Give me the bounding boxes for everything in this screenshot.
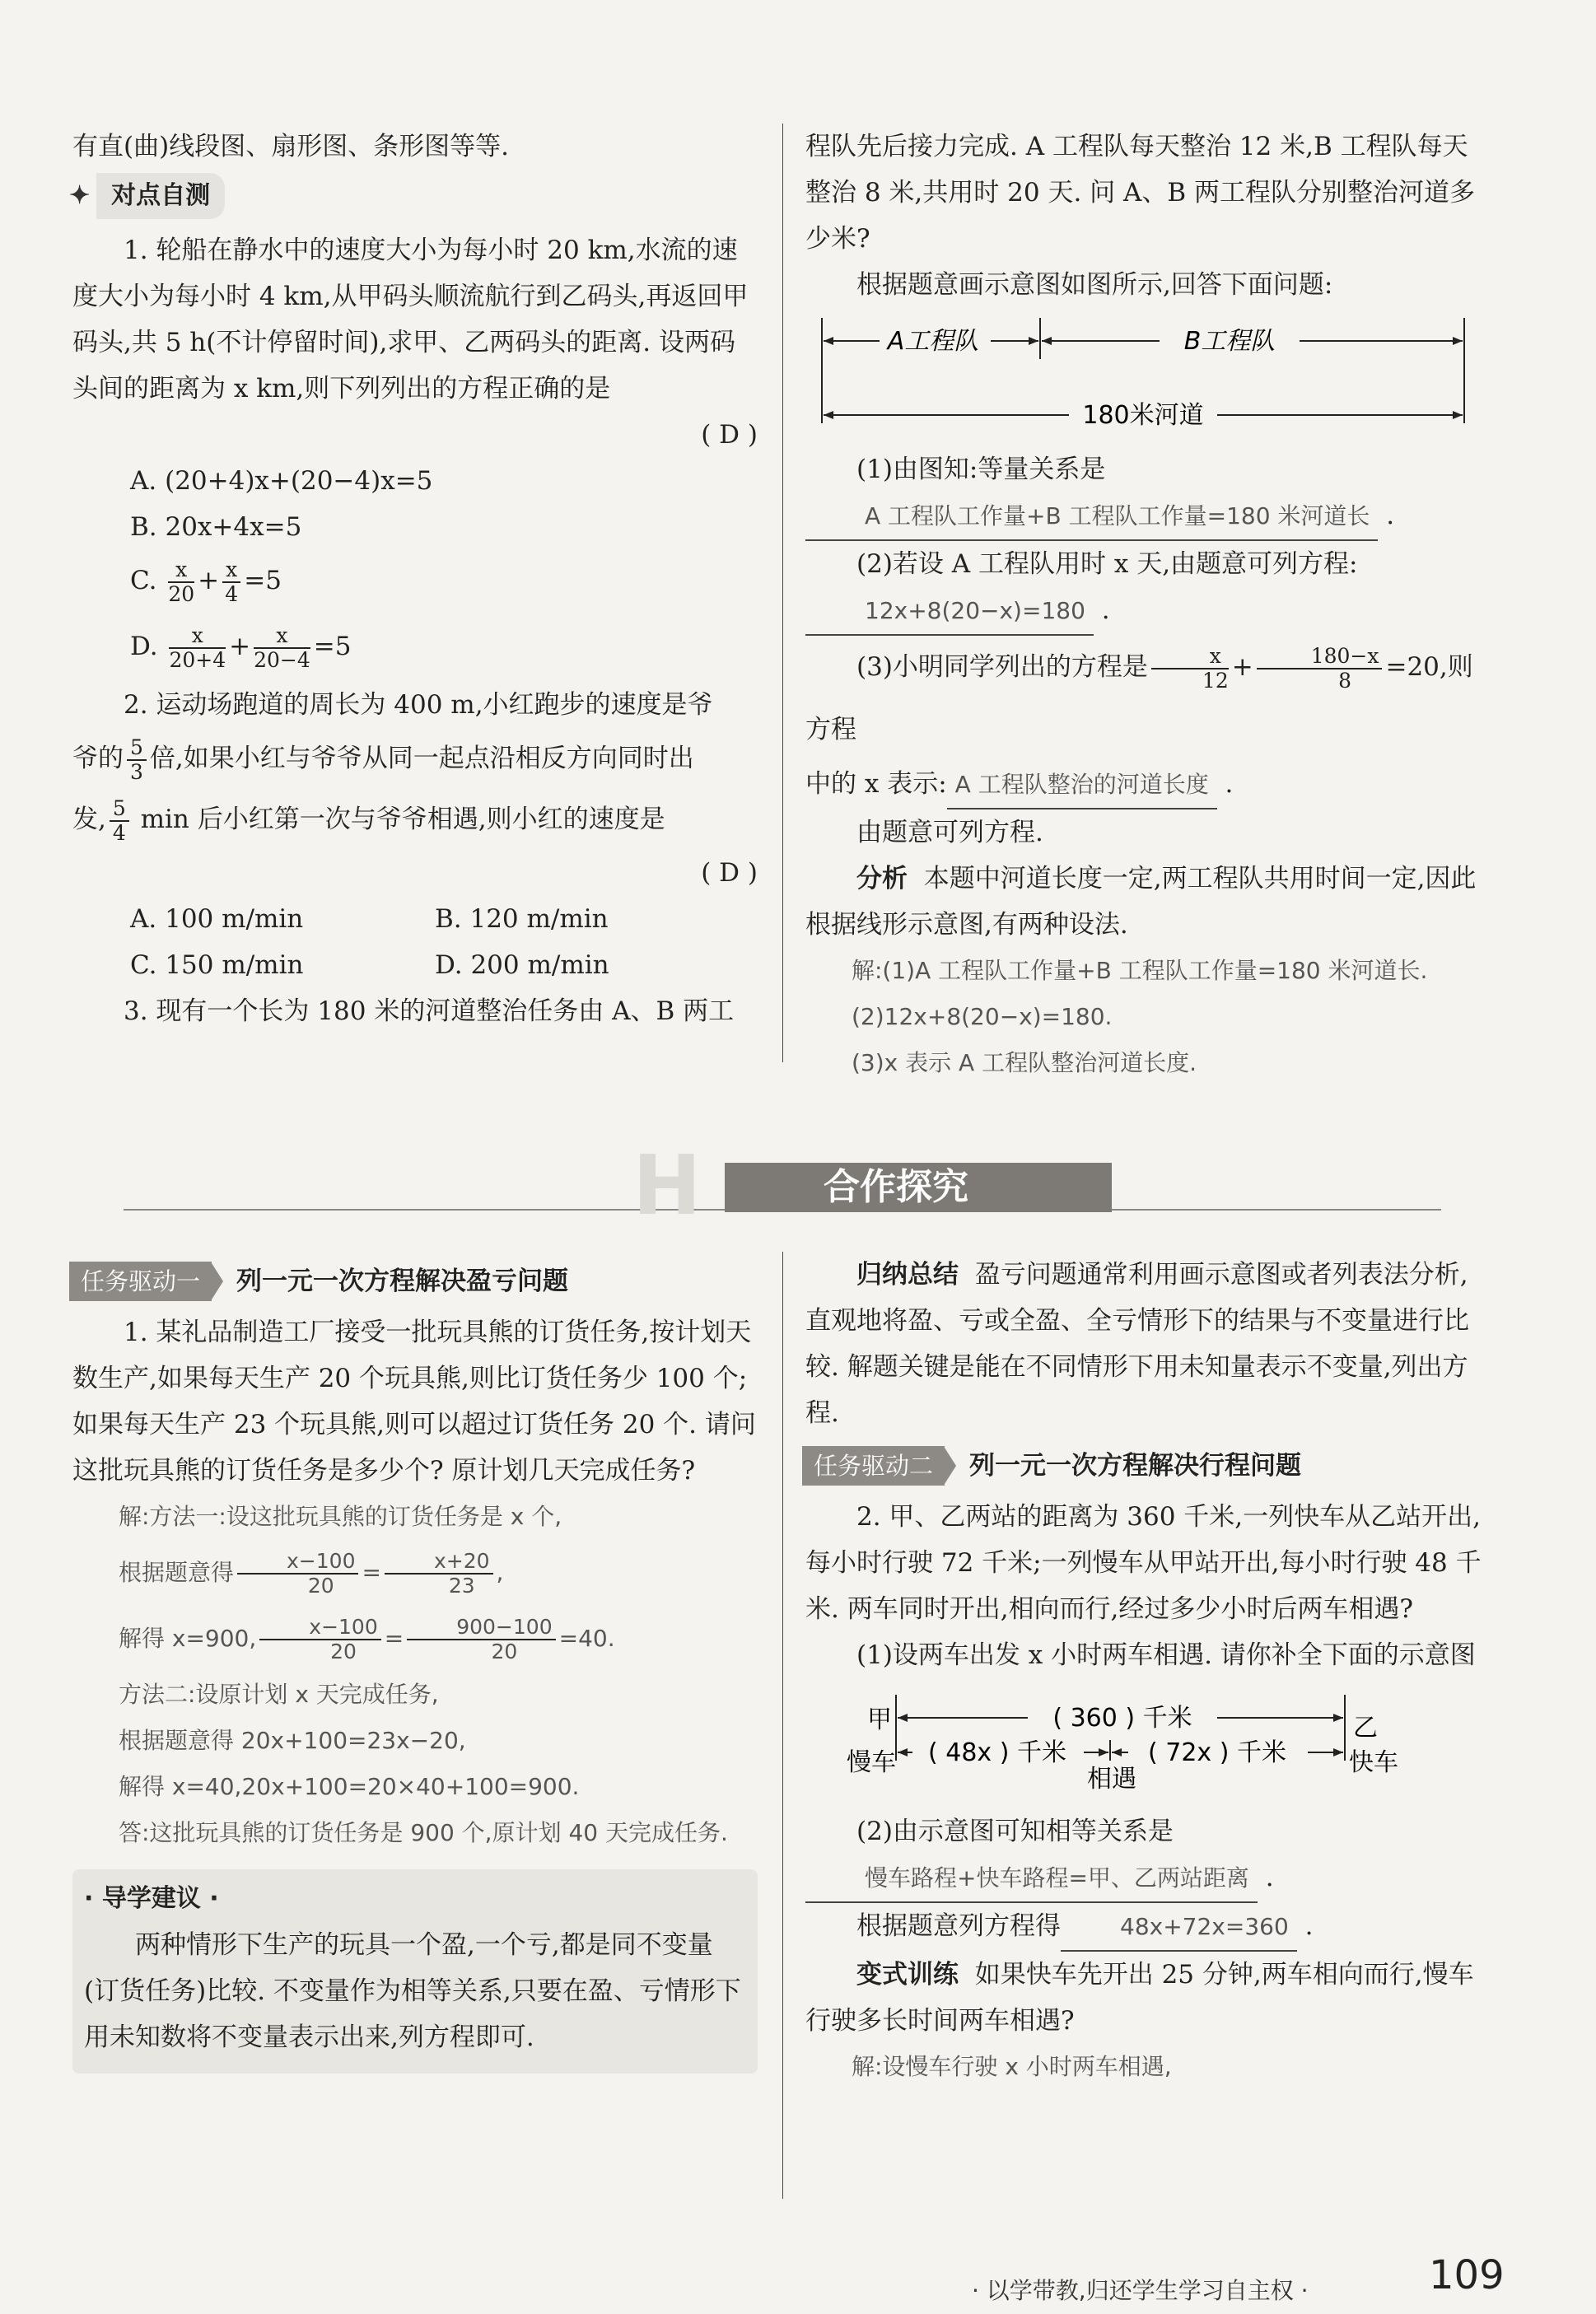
banner-letter: H	[632, 1137, 702, 1234]
task1-title: 列一元一次方程解决盈亏问题	[236, 1267, 569, 1296]
analysis: 分析 本题中河道长度一定,两工程队共用时间一定,因此根据线形示意图,有两种设法.	[805, 864, 1477, 940]
intro-line: 有直(曲)线段图、扇形图、条形图等等.	[72, 132, 510, 161]
top-right-column	[805, 124, 1491, 1086]
p1-solution-2: 根据题意得 $\frac{x-100}{20}$ = $\frac{x+20}{23}$ ,	[119, 1549, 504, 1598]
top-left-column	[69, 124, 758, 1034]
b-team-label: B工程队	[1183, 327, 1276, 356]
banner-title: 合作探究	[725, 1163, 1112, 1212]
p1-solution-6: 解得 x=40,20x+100=20×40+100=900.	[119, 1773, 580, 1800]
river-length-label: 180米河道	[1082, 401, 1204, 430]
q3-part2: (2)若设 A 工程队用时 x 天,由题意可列方程:12x+8(20−x)=180 .	[805, 541, 1491, 636]
river-diagram	[805, 308, 1481, 432]
meeting-diagram	[805, 1678, 1481, 1794]
problem2-part2-answer: 慢车路程+快车路程=甲、乙两站距离	[805, 1855, 1258, 1903]
p1-solution-5: 根据题意得 20x+100=23x−20,	[119, 1727, 466, 1754]
bottom-right-column	[805, 1252, 1491, 2090]
q1-option-a: A. (20+4)x+(20−4)x=5	[130, 466, 433, 496]
p1-solution-3: 解得 x=900, $\frac{x-100}{20}$ = $\frac{900-100}{20}$ =40.	[119, 1615, 615, 1663]
variant-solution: 解:设慢车行驶 x 小时两车相遇,	[852, 2053, 1172, 2080]
variant-label: 变式训练	[856, 1960, 959, 1990]
q2-options-cd: C. 150 m/min D. 200 m/min	[130, 950, 609, 980]
q2-options-ab: A. 100 m/min B. 120 m/min	[130, 904, 609, 934]
p1-solution-7: 答:这批玩具熊的订货任务是 900 个,原计划 40 天完成任务.	[119, 1819, 728, 1846]
q1-option-b: B. 20x+4x=5	[130, 512, 302, 542]
q2-line3: 发, $\frac{5}{4}$ min 后小红第一次与爷爷相遇,则小红的速度是	[72, 795, 665, 845]
task2-title: 列一元一次方程解决行程问题	[969, 1451, 1302, 1481]
q1-option-c: C. $\frac{x}{20}$ + $\frac{x}{4}$ =5	[130, 557, 282, 606]
solution-2: (2)12x+8(20−x)=180.	[852, 1003, 1113, 1030]
problem2-part3-answer: 48x+72x=360	[1061, 1904, 1297, 1952]
q3-by: 由题意可列方程.	[856, 818, 1043, 847]
guide-text: 两种情形下生产的玩具一个盈,一个亏,都是同不变量(订货任务)比较. 不变量作为相等关系,只要在盈、亏情形下用未知数将不变量表示出来,列方程即可.	[84, 1930, 741, 2052]
star-icon: ✦	[69, 181, 91, 210]
q3-part2-answer: 12x+8(20−x)=180	[805, 588, 1094, 636]
summary-label: 归纳总结	[856, 1260, 959, 1290]
self-test-badge	[69, 173, 225, 219]
summary: 归纳总结 盈亏问题通常利用画示意图或者列表法分析,直观地将盈、亏或全盈、全亏情形下的结果与不变量进行比较. 解题关键是能在不同情形下用未知量表示不变量,列出方程.	[805, 1260, 1469, 1428]
column-divider-bottom	[782, 1252, 783, 2199]
q3-part1: (1)由图知:等量关系是A 工程队工作量+B 工程队工作量=180 米河道长 .	[805, 446, 1491, 541]
q3-part3-cont: 中的 x 表示: A 工程队整治的河道长度 .	[805, 761, 1491, 809]
q2-line2: 爷的 $\frac{5}{3}$ 倍,如果小红与爷爷从同一起点沿相反方向同时出	[72, 735, 694, 784]
q3-part3-answer: A 工程队整治的河道长度	[947, 762, 1217, 809]
problem2: 2. 甲、乙两站的距离为 360 千米,一列快车从乙站开出,每小时行驶 72 千米;一列慢车从甲站开出,每小时行驶 48 千米. 两车同时开出,相向而行,经过多少小时后两车相遇?	[805, 1502, 1482, 1624]
a-team-label: A工程队	[887, 327, 979, 356]
meeting-point: 相遇	[1087, 1765, 1136, 1794]
bottom-left-column	[72, 1252, 758, 2074]
q3-continued: 程队先后接力完成. A 工程队每天整治 12 米,B 工程队每天整治 8 米,共用时 20 天. 问 A、B 两工程队分别整治河道多少米?	[805, 132, 1476, 254]
solution-1: 解:(1)A 工程队工作量+B 工程队工作量=180 米河道长.	[852, 957, 1428, 984]
tag-arrow-icon	[212, 1263, 223, 1299]
q3-part3: (3)小明同学列出的方程是 $\frac{x}{12}$ + $\frac{180-x}{8}$ =20,则方程	[805, 643, 1473, 744]
task1-tag: 任务驱动一	[69, 1262, 212, 1301]
slow-distance: ( 48x ) 千米	[928, 1738, 1066, 1767]
q2-answer: ( D )	[701, 858, 758, 888]
station-jia: 甲	[867, 1705, 892, 1734]
p1-solution-1: 解:方法一:设这批玩具熊的订货任务是 x 个,	[119, 1503, 562, 1530]
problem2-part3: 根据题意列方程得 48x+72x=360 .	[805, 1903, 1491, 1952]
guide-title: · 导学建议 ·	[84, 1884, 219, 1913]
variant: 变式训练 如果快车先开出 25 分钟,两车相向而行,慢车行驶多长时间两车相遇?	[805, 1960, 1474, 2036]
q3-part1-answer: A 工程队工作量+B 工程队工作量=180 米河道长	[805, 493, 1378, 541]
column-divider-top	[782, 124, 783, 1062]
task2-header	[802, 1443, 1491, 1489]
slow-train-label: 慢车	[847, 1748, 896, 1777]
p1-solution-4: 方法二:设原计划 x 天完成任务,	[119, 1681, 439, 1708]
q1-text: 1. 轮船在静水中的速度大小为每小时 20 km,水流的速度大小为每小时 4 km,从甲码头顺流航行到乙码头,再返回甲码头,共 5 h(不计停留时间),求甲、乙两码头的距离. 设两码头间的距离为 x km,则下列列出的方程正确的是	[72, 236, 749, 404]
q1-option-d: D. $\frac{x}{20+4}$ + $\frac{x}{20-4}$ =5	[130, 623, 352, 672]
task1-header	[69, 1258, 758, 1304]
problem1: 1. 某礼品制造工厂接受一批玩具熊的订货任务,按计划天数生产,如果每天生产 20 个玩具熊,则比订货任务少 100 个;如果每天生产 23 个玩具熊,则可以超过订货任务 20 个. 请问这批玩具熊的订货任务是多少个? 原计划几天完成任务?	[72, 1318, 756, 1486]
page-number: 109	[1429, 2252, 1505, 2298]
self-test-label: 对点自测	[96, 173, 225, 219]
total-distance: ( 360 ) 千米	[1052, 1704, 1192, 1733]
fast-distance: ( 72x ) 千米	[1148, 1738, 1286, 1767]
solution-3: (3)x 表示 A 工程队整治河道长度.	[852, 1049, 1197, 1076]
analysis-label: 分析	[856, 864, 908, 893]
q3-start: 3. 现有一个长为 180 米的河道整治任务由 A、B 两工	[124, 996, 735, 1026]
q2-line1: 2. 运动场跑道的周长为 400 m,小红跑步的速度是爷	[124, 690, 713, 720]
section-banner	[115, 1137, 1449, 1234]
problem2-part1: (1)设两车出发 x 小时两车相遇. 请你补全下面的示意图	[856, 1640, 1476, 1670]
footer-motto: · 以学带教,归还学生学习自主权 ·	[972, 2277, 1309, 2304]
teaching-guide	[72, 1869, 758, 2074]
station-yi: 乙	[1353, 1714, 1378, 1742]
fast-train-label: 快车	[1349, 1748, 1398, 1777]
q3-prompt: 根据题意画示意图如图所示,回答下面问题:	[856, 270, 1333, 300]
tag-arrow-icon	[945, 1448, 956, 1484]
task2-tag: 任务驱动二	[802, 1446, 945, 1486]
q1-answer: ( D )	[701, 420, 758, 450]
problem2-part2: (2)由示意图可知相等关系是慢车路程+快车路程=甲、乙两站距离 .	[805, 1808, 1491, 1903]
